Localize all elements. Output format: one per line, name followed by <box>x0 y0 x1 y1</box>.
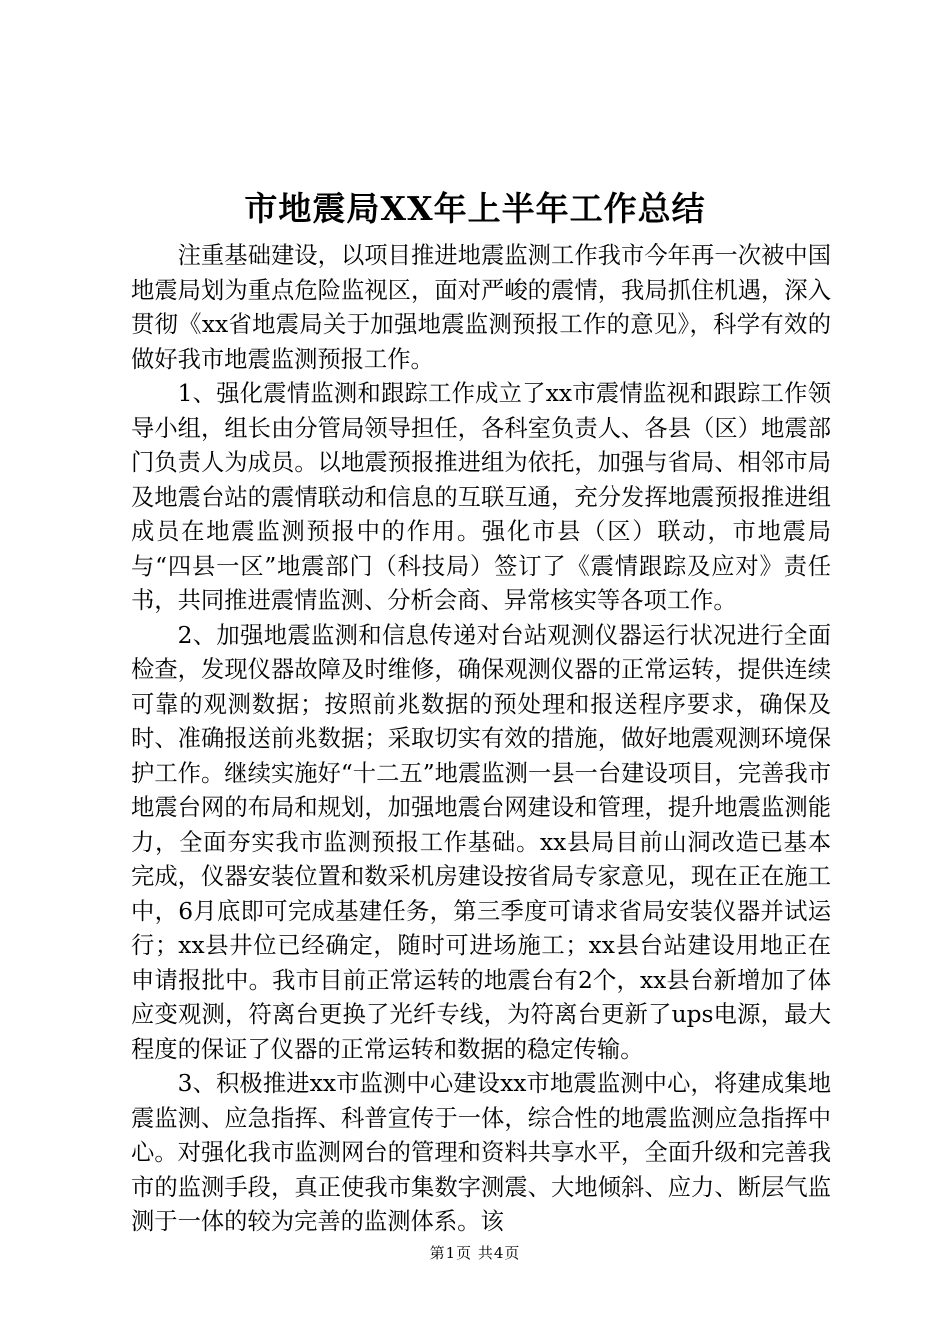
document-title: 市地震局XX年上半年工作总结 <box>244 189 706 228</box>
page-number-footer: 第1页 共4页 <box>429 1244 521 1262</box>
paragraph-section-2: 2、加强地震监测和信息传递对台站观测仪器运行状况进行全面检查，发现仪器故障及时维修，确保观测仪器的正常运转，提供连续可靠的观测数据；按照前兆数据的预处理和报送程序要求，确保及时、准确报送前兆数据；采取切实有效的措施，做好地震观测环境保护工作。继续实施好“十二五”地震监测一县一台建设项目，完善我市地震台网的布局和规划，加强地震台网建设和管理，提升地震监测能力，全面夯实我市监测预报工作基础。xx县局目前山洞改造已基本完成，仪器安装位置和数采机房建设按省局专家意见，现在正在施工中，6月底即可完成基建任务，第三季度可请求省局安装仪器并试运行；xx县井位已经确定，随时可进场施工；xx县台站建设用地正在申请报批中。我市目前正常运转的地震台有2个，xx县台新增加了体应变观测，符离台更换了光纤专线，为符离台更新了ups电源，最大程度的保证了仪器的正常运转和数据的稳定传输。 <box>131 621 831 1063</box>
document-body <box>131 239 831 1240</box>
paragraph-section-3: 3、积极推进xx市监测中心建设xx市地震监测中心，将建成集地震监测、应急指挥、科普宣传于一体，综合性的地震监测应急指挥中心。对强化我市监测网台的管理和资料共享水平，全面升级和完善我市的监测手段，真正使我市集数字测震、大地倾斜、应力、断层气监测于一体的较为完善的监测体系。该 <box>131 1070 831 1235</box>
paragraph-intro: 注重基础建设，以项目推进地震监测工作我市今年再一次被中国地震局划为重点危险监视区，面对严峻的震情，我局抓住机遇，深入贯彻《xx省地震局关于加强地震监测预报工作的意见》，科学有效的做好我市地震监测预报工作。 <box>131 242 831 373</box>
paragraph-section-1: 1、强化震情监测和跟踪工作成立了xx市震情监视和跟踪工作领导小组，组长由分管局领导担任，各科室负责人、各县（区）地震部门负责人为成员。以地震预报推进组为依托，加强与省局、相邻市局及地震台站的震情联动和信息的互联互通，充分发挥地震预报推进组成员在地震监测预报中的作用。强化市县（区）联动，市地震局与“四县一区”地震部门（科技局）签订了《震情跟踪及应对》责任书，共同推进震情监测、分析会商、异常核实等各项工作。 <box>131 380 831 614</box>
